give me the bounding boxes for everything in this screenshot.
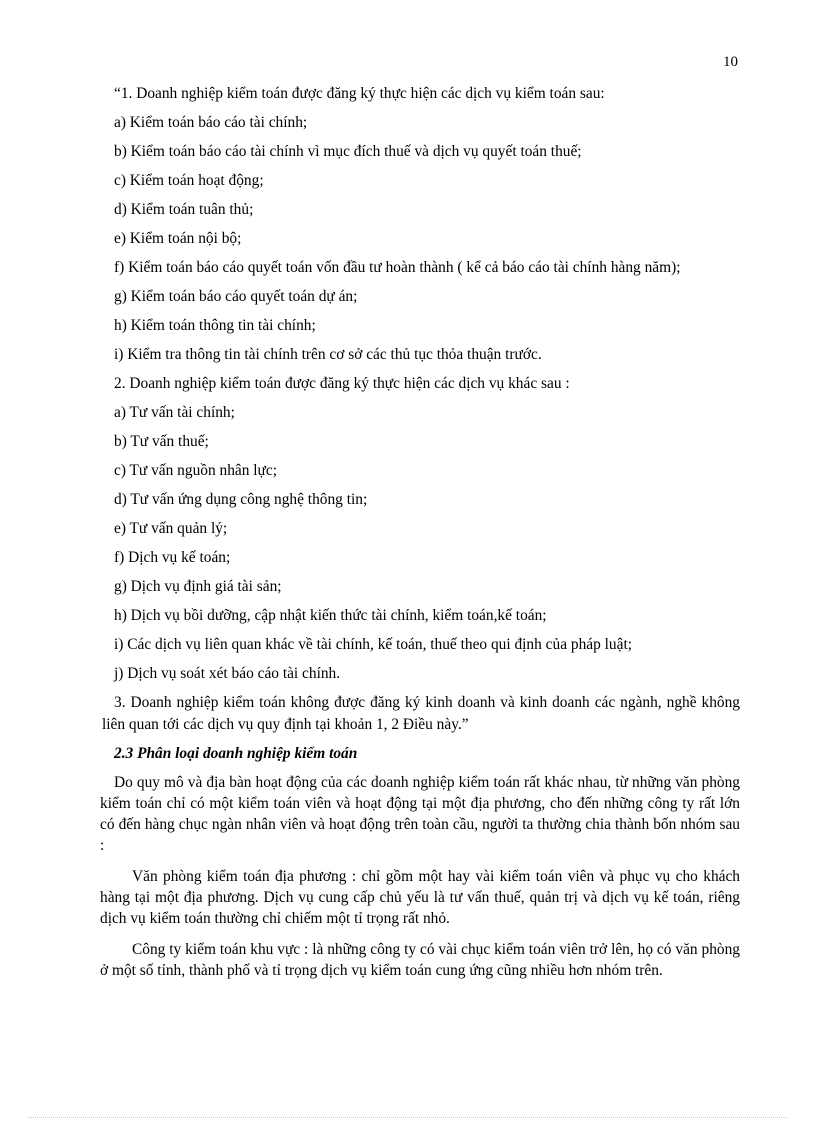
list2-item-h: h) Dịch vụ bồi dưỡng, cập nhật kiến thức tài chính, kiểm toán,kế toán; — [114, 607, 547, 624]
list1-item-a: a) Kiểm toán báo cáo tài chính; — [114, 114, 308, 131]
list2-intro: 2. Doanh nghiệp kiểm toán được đăng ký thực hiện các dịch vụ khác sau : — [114, 375, 570, 392]
item-3: 3. Doanh nghiệp kiểm toán không được đăng ký kinh doanh và kinh doanh các ngành, nghề không liên quan tới các dịch vụ quy định tại khoản 1, 2 Điều này.” — [102, 694, 740, 733]
section-intro: Do quy mô và địa bàn hoạt động của các doanh nghiệp kiểm toán rất khác nhau, từ những văn phòng kiểm toán chỉ có một kiểm toán viên và hoạt động tại một địa phương, cho đến những công ty rất lớn có đến hàng chục ngàn nhân viên và hoạt động trên toàn cầu, người ta thường chia thành bốn nhóm sau : — [100, 774, 740, 854]
list1-intro: “1. Doanh nghiệp kiểm toán được đăng ký thực hiện các dịch vụ kiểm toán sau: — [114, 85, 605, 102]
list2-item-e: e) Tư vấn quản lý; — [114, 520, 228, 537]
list1-item-e: e) Kiểm toán nội bộ; — [114, 230, 242, 247]
list2-item-a: a) Tư vấn tài chính; — [114, 404, 235, 421]
list1-item-f: f) Kiểm toán báo cáo quyết toán vốn đầu tư hoàn thành ( kể cả báo cáo tài chính hàng năm); — [114, 259, 681, 276]
page-number: 10 — [723, 54, 738, 70]
list1-item-i: i) Kiểm tra thông tin tài chính trên cơ sở các thủ tục thỏa thuận trước. — [114, 346, 542, 363]
list2-item-c: c) Tư vấn nguồn nhân lực; — [114, 462, 277, 479]
list2-item-i: i) Các dịch vụ liên quan khác về tài chính, kế toán, thuế theo qui định của pháp luật; — [114, 636, 632, 653]
list1-item-c: c) Kiểm toán hoạt động; — [114, 172, 264, 189]
list2-item-b: b) Tư vấn thuế; — [114, 433, 209, 450]
document-body — [100, 80, 740, 985]
list1-item-h: h) Kiểm toán thông tin tài chính; — [114, 317, 316, 334]
group-1-paragraph: Văn phòng kiểm toán địa phương : chỉ gồm một hay vài kiểm toán viên và phục vụ cho khách hàng tại một địa phương. Dịch vụ cung cấp chủ yếu là tư vấn thuế, quản trị và dịch vụ kế toán, riêng dịch vụ kiểm toán thường chỉ chiếm một tỉ trọng rất nhỏ. — [100, 868, 740, 927]
page-bottom-border — [28, 1117, 788, 1118]
list2-item-g: g) Dịch vụ định giá tài sản; — [114, 578, 282, 595]
list2-item-j: j) Dịch vụ soát xét báo cáo tài chính. — [114, 665, 341, 682]
group-2-paragraph: Công ty kiểm toán khu vực : là những công ty có vài chục kiểm toán viên trở lên, họ có văn phòng ở một số tỉnh, thành phố và tỉ trọng dịch vụ kiểm toán cung ứng cũng nhiều hơn nhóm trên. — [100, 941, 740, 979]
list2-item-f: f) Dịch vụ kế toán; — [114, 549, 231, 566]
list1-item-d: d) Kiểm toán tuân thủ; — [114, 201, 254, 218]
list1-item-b: b) Kiểm toán báo cáo tài chính vì mục đích thuế và dịch vụ quyết toán thuế; — [114, 143, 582, 160]
list2-item-d: d) Tư vấn ứng dụng công nghệ thông tin; — [114, 491, 368, 508]
section-heading: 2.3 Phân loại doanh nghiệp kiểm toán — [114, 745, 358, 762]
list1-item-g: g) Kiểm toán báo cáo quyết toán dự án; — [114, 288, 358, 305]
